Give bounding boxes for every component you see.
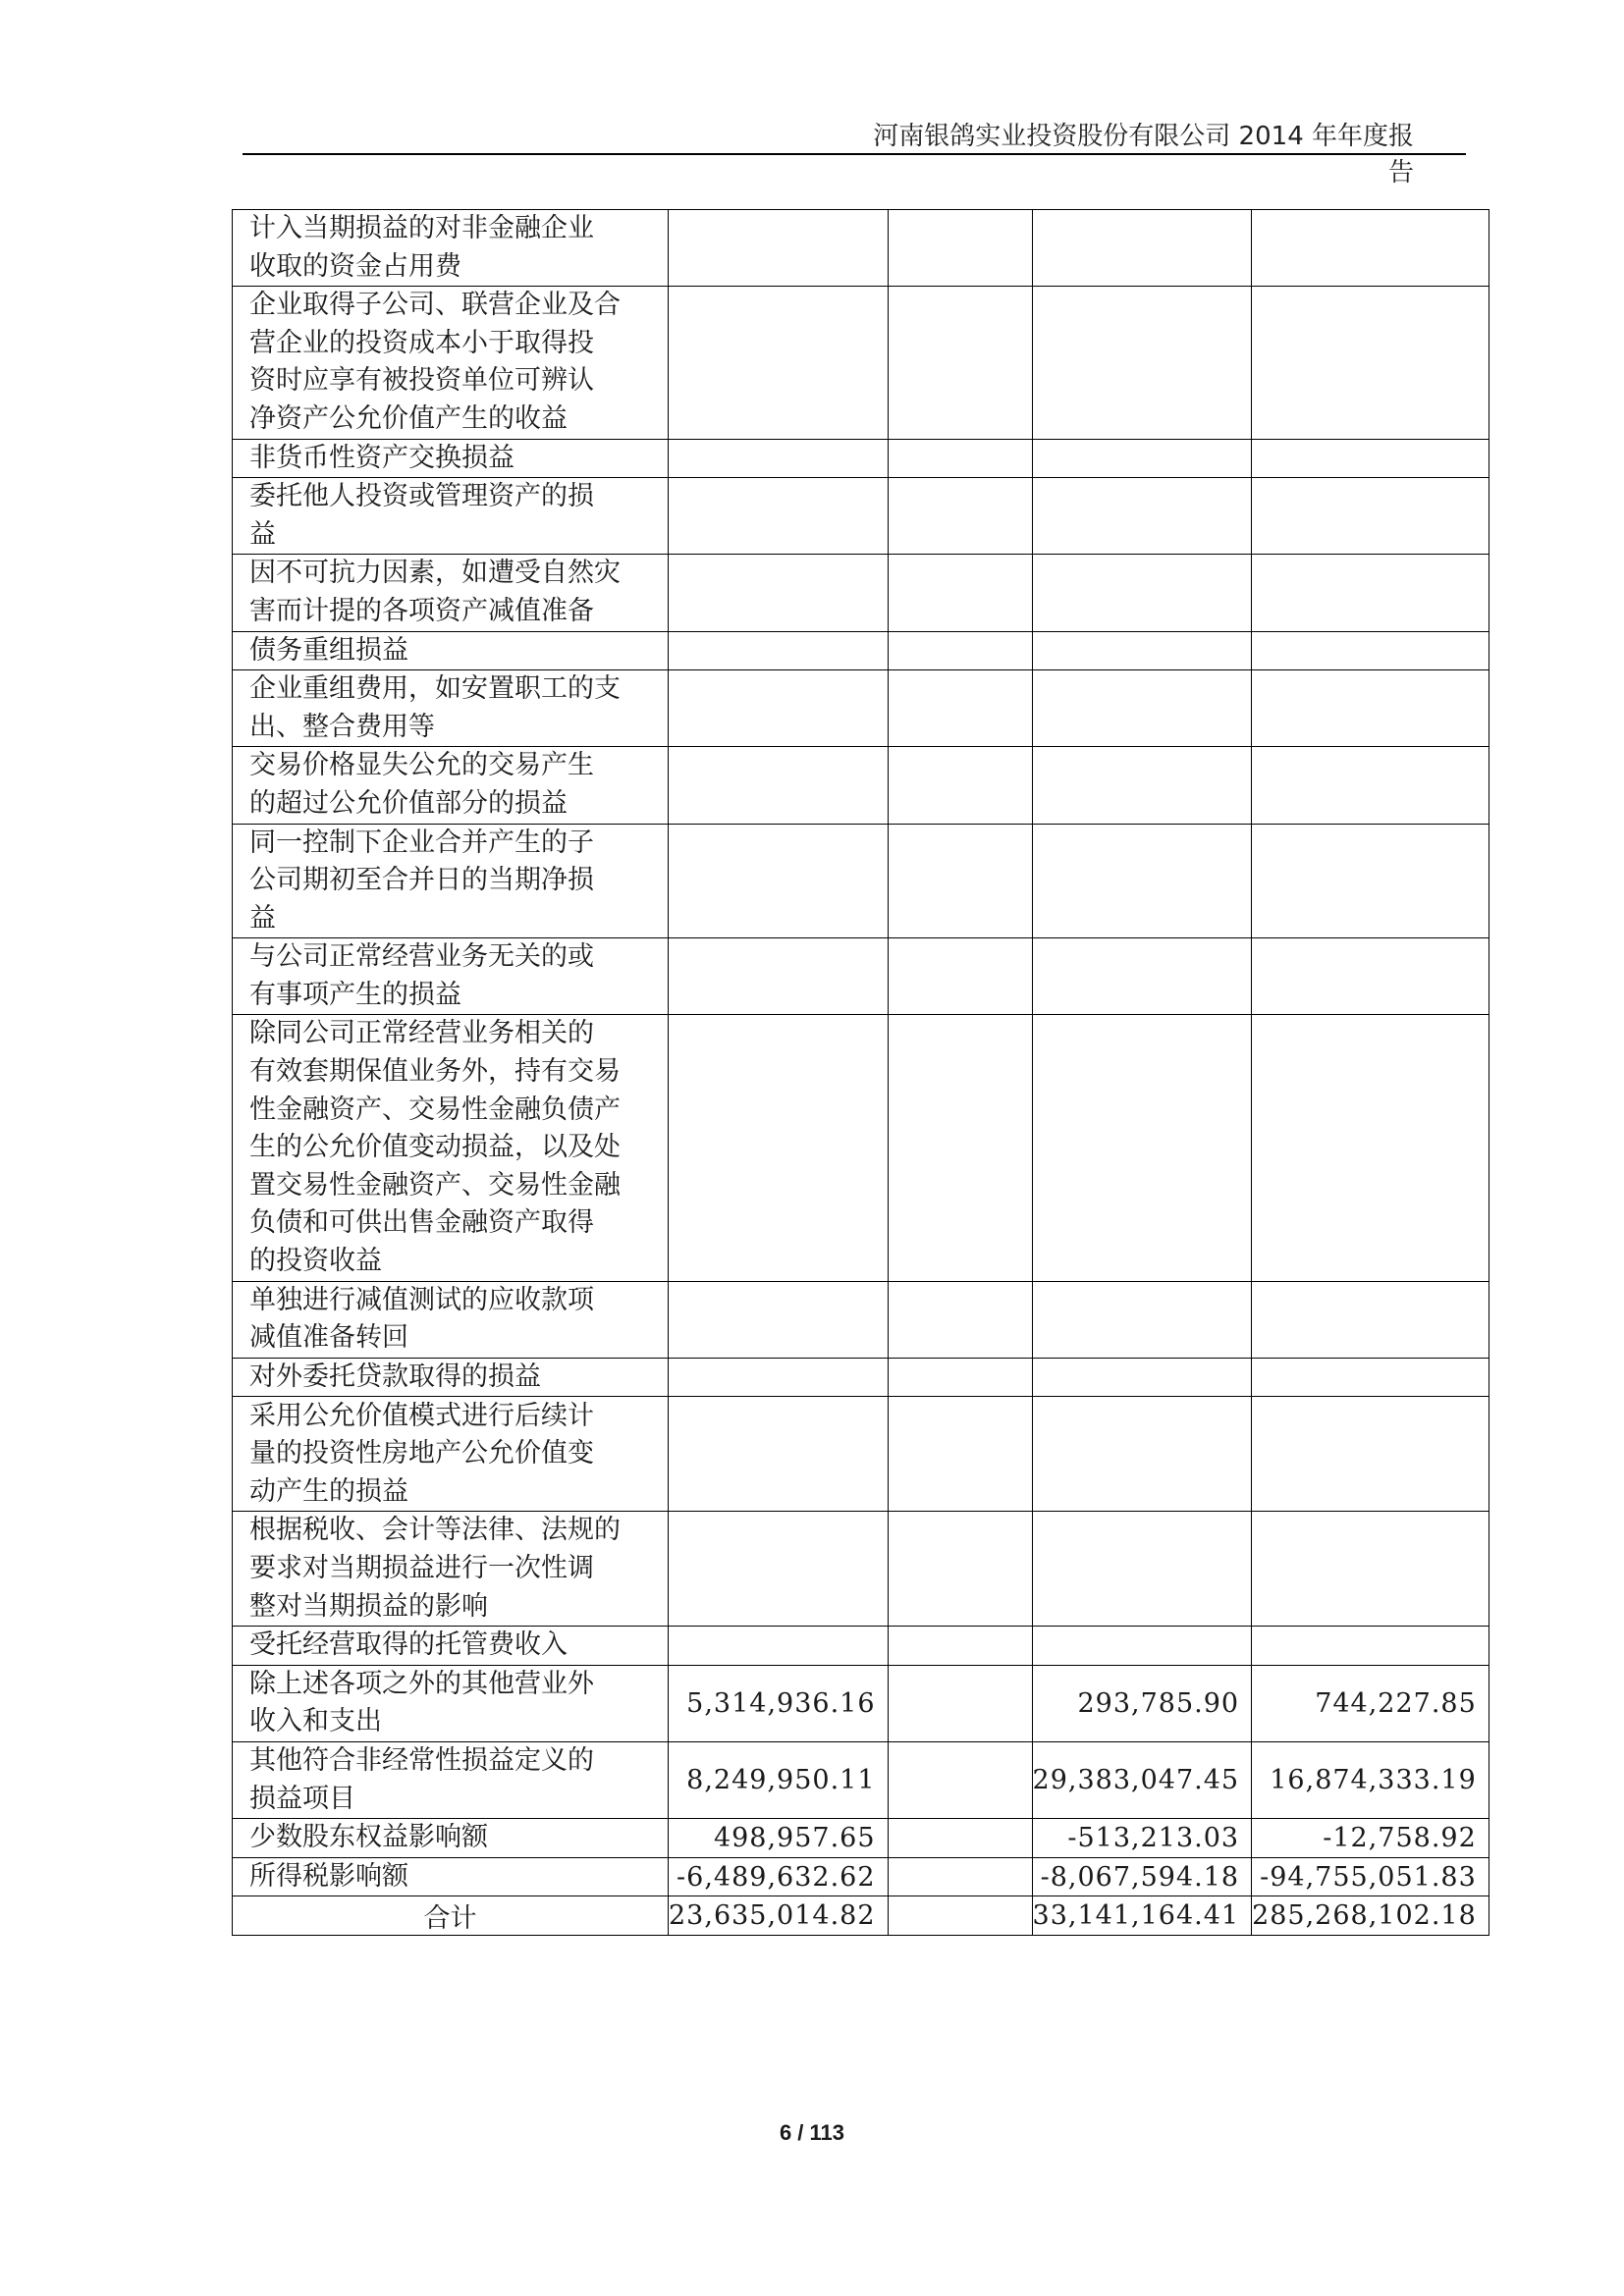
- row-label: [233, 631, 669, 670]
- row-label: [233, 287, 669, 439]
- amount-cell: [669, 1358, 889, 1397]
- amount-cell: [1252, 1512, 1489, 1627]
- amount-cell: -12,758.92: [1252, 1819, 1489, 1858]
- amount-cell: [888, 1819, 1032, 1858]
- row-label-line: 减值准备转回: [249, 1322, 408, 1354]
- table-row: [233, 747, 1489, 824]
- amount-cell: [1252, 439, 1489, 478]
- amount-cell: [669, 210, 889, 287]
- amount-cell: 29,383,047.45: [1032, 1741, 1252, 1818]
- amount-cell: [669, 439, 889, 478]
- total-amount-cell: 33,141,164.41: [1032, 1896, 1252, 1936]
- row-label-line: 有效套期保值业务外，持有交易: [249, 1056, 621, 1088]
- amount-cell: [888, 1741, 1032, 1818]
- row-label: [233, 1512, 669, 1627]
- table-row: [233, 555, 1489, 631]
- row-label-line: 根据税收、会计等法律、法规的: [249, 1515, 621, 1546]
- amount-cell: [1252, 478, 1489, 555]
- row-label-line: 净资产公允价值产生的收益: [249, 402, 568, 434]
- row-label-line: 量的投资性房地产公允价值变: [249, 1438, 594, 1469]
- amount-cell: [888, 631, 1032, 670]
- amount-cell: [669, 1015, 889, 1281]
- row-label: [233, 439, 669, 478]
- amount-cell: [888, 287, 1032, 439]
- row-label-line: 资时应享有被投资单位可辨认: [249, 365, 594, 397]
- row-label-line: 交易价格显失公允的交易产生: [249, 750, 594, 781]
- row-label-line: 企业取得子公司、联营企业及合: [249, 290, 621, 321]
- row-label-line: 少数股东权益影响额: [249, 1822, 488, 1853]
- row-label: [233, 1397, 669, 1512]
- table-row: [233, 1015, 1489, 1281]
- row-label: [233, 555, 669, 631]
- amount-cell: [1252, 555, 1489, 631]
- row-label-line: 受托经营取得的托管费收入: [249, 1629, 568, 1661]
- table-row: [233, 287, 1489, 439]
- amount-cell: [1252, 938, 1489, 1015]
- total-amount-cell: [888, 1896, 1032, 1936]
- amount-cell: [1032, 1397, 1252, 1512]
- row-label-line: 负债和可供出售金融资产取得: [249, 1207, 594, 1239]
- page-number: 6 / 113: [779, 2120, 845, 2145]
- amount-cell: [1252, 1627, 1489, 1666]
- row-label: [233, 1281, 669, 1358]
- amount-cell: [1032, 670, 1252, 747]
- row-label: [233, 1741, 669, 1818]
- amount-cell: [888, 1627, 1032, 1666]
- table-row: [233, 478, 1489, 555]
- amount-cell: [669, 1627, 889, 1666]
- table-row: [233, 938, 1489, 1015]
- amount-cell: [1252, 1015, 1489, 1281]
- amount-cell: [1032, 555, 1252, 631]
- row-label-line: 损益项目: [249, 1783, 355, 1814]
- row-label-line: 害而计提的各项资产减值准备: [249, 595, 594, 626]
- row-label-line: 收取的资金占用费: [249, 250, 461, 282]
- row-label: [233, 1857, 669, 1896]
- amount-cell: 5,314,936.16: [669, 1665, 889, 1741]
- row-label: [233, 1627, 669, 1666]
- row-label-line: 因不可抗力因素，如遭受自然灾: [249, 558, 621, 589]
- amount-cell: [669, 670, 889, 747]
- amount-cell: [1032, 1512, 1252, 1627]
- total-amount-cell: 23,635,014.82: [669, 1896, 889, 1936]
- row-label: [233, 747, 669, 824]
- amount-cell: [1032, 1281, 1252, 1358]
- amount-cell: [669, 555, 889, 631]
- amount-cell: [669, 1397, 889, 1512]
- amount-cell: [888, 670, 1032, 747]
- amount-cell: -8,067,594.18: [1032, 1857, 1252, 1896]
- amount-cell: 498,957.65: [669, 1819, 889, 1858]
- row-label: [233, 210, 669, 287]
- table-row: [233, 1512, 1489, 1627]
- amount-cell: [1032, 747, 1252, 824]
- amount-cell: [888, 1857, 1032, 1896]
- amount-cell: [1252, 747, 1489, 824]
- table-row: [233, 631, 1489, 670]
- row-label-line: 有事项产生的损益: [249, 979, 461, 1010]
- table-body: [233, 210, 1489, 1936]
- non-recurring-items-table: [232, 209, 1489, 1936]
- amount-cell: [888, 1665, 1032, 1741]
- amount-cell: [1252, 631, 1489, 670]
- amount-cell: -94,755,051.83: [1252, 1857, 1489, 1896]
- amount-cell: [888, 1015, 1032, 1281]
- amount-cell: [1032, 210, 1252, 287]
- amount-cell: -6,489,632.62: [669, 1857, 889, 1896]
- total-amount-cell: 285,268,102.18: [1252, 1896, 1489, 1936]
- amount-cell: [669, 631, 889, 670]
- row-label-line: 对外委托贷款取得的损益: [249, 1361, 541, 1392]
- amount-cell: 16,874,333.19: [1252, 1741, 1489, 1818]
- row-label: [233, 938, 669, 1015]
- amount-cell: [888, 938, 1032, 1015]
- table-row: [233, 1627, 1489, 1666]
- amount-cell: 8,249,950.11: [669, 1741, 889, 1818]
- row-label-line: 的超过公允价值部分的损益: [249, 787, 568, 819]
- table-row: [233, 1665, 1489, 1741]
- amount-cell: [1032, 439, 1252, 478]
- amount-cell: [888, 555, 1032, 631]
- row-label-line: 除上述各项之外的其他营业外: [249, 1668, 594, 1699]
- row-label-line: 公司期初至合并日的当期净损: [249, 865, 594, 896]
- amount-cell: [1032, 287, 1252, 439]
- amount-cell: [888, 439, 1032, 478]
- row-label: [233, 670, 669, 747]
- row-label-line: 所得税影响额: [249, 1860, 408, 1892]
- row-label-line: 与公司正常经营业务无关的或: [249, 941, 594, 973]
- header-divider: [243, 153, 1466, 155]
- amount-cell: [669, 1512, 889, 1627]
- table-row: [233, 1819, 1489, 1858]
- row-label: [233, 1819, 669, 1858]
- total-row: [233, 1896, 1489, 1936]
- row-label-line: 益: [249, 902, 276, 934]
- row-label: [233, 1358, 669, 1397]
- table-row: [233, 670, 1489, 747]
- amount-cell: [1032, 938, 1252, 1015]
- table-row: [233, 1741, 1489, 1818]
- row-label-line: 企业重组费用，如安置职工的支: [249, 673, 621, 705]
- row-label-line: 收入和支出: [249, 1706, 382, 1737]
- row-label-line: 债务重组损益: [249, 634, 408, 666]
- row-label-line: 非货币性资产交换损益: [249, 442, 514, 473]
- row-label-line: 益: [249, 518, 276, 550]
- row-label-line: 除同公司正常经营业务相关的: [249, 1018, 594, 1049]
- amount-cell: [1252, 287, 1489, 439]
- table-row: [233, 439, 1489, 478]
- amount-cell: [1032, 824, 1252, 938]
- table-row: [233, 1397, 1489, 1512]
- row-label: [233, 1665, 669, 1741]
- table-row: [233, 210, 1489, 287]
- amount-cell: [669, 287, 889, 439]
- amount-cell: [888, 1397, 1032, 1512]
- row-label-line: 性金融资产、交易性金融负债产: [249, 1094, 621, 1125]
- row-label-line: 的投资收益: [249, 1246, 382, 1277]
- amount-cell: [888, 1281, 1032, 1358]
- amount-cell: [1032, 478, 1252, 555]
- amount-cell: 293,785.90: [1032, 1665, 1252, 1741]
- amount-cell: [888, 478, 1032, 555]
- amount-cell: 744,227.85: [1252, 1665, 1489, 1741]
- row-label-line: 营企业的投资成本小于取得投: [249, 327, 594, 358]
- amount-cell: [669, 824, 889, 938]
- amount-cell: [1252, 1358, 1489, 1397]
- row-label-line: 计入当期损益的对非金融企业: [249, 213, 594, 243]
- amount-cell: -513,213.03: [1032, 1819, 1252, 1858]
- row-label-line: 其他符合非经常性损益定义的: [249, 1744, 594, 1776]
- row-label: [233, 1015, 669, 1281]
- amount-cell: [1032, 1015, 1252, 1281]
- row-label: [233, 478, 669, 555]
- row-label-line: 置交易性金融资产、交易性金融: [249, 1169, 621, 1201]
- row-label-line: 出、整合费用等: [249, 711, 435, 742]
- amount-cell: [669, 478, 889, 555]
- table-row: [233, 1281, 1489, 1358]
- row-label-line: 同一控制下企业合并产生的子: [249, 827, 594, 858]
- row-label-line: 动产生的损益: [249, 1475, 408, 1507]
- amount-cell: [888, 210, 1032, 287]
- amount-cell: [1252, 1397, 1489, 1512]
- amount-cell: [888, 1512, 1032, 1627]
- amount-cell: [1252, 670, 1489, 747]
- row-label-line: 单独进行减值测试的应收款项: [249, 1284, 594, 1315]
- amount-cell: [1032, 1627, 1252, 1666]
- amount-cell: [1252, 210, 1489, 287]
- amount-cell: [888, 747, 1032, 824]
- table-row: [233, 1857, 1489, 1896]
- row-label-line: 整对当期损益的影响: [249, 1590, 488, 1622]
- amount-cell: [1252, 1281, 1489, 1358]
- row-label-line: 采用公允价值模式进行后续计: [249, 1400, 594, 1431]
- total-label: 合计: [233, 1896, 669, 1936]
- amount-cell: [669, 747, 889, 824]
- table-row: [233, 824, 1489, 938]
- row-label-line: 要求对当期损益进行一次性调: [249, 1553, 594, 1583]
- table-row: [233, 1358, 1489, 1397]
- amount-cell: [1032, 1358, 1252, 1397]
- report-header-title: 河南银鸽实业投资股份有限公司 2014 年年度报告: [873, 122, 1414, 187]
- amount-cell: [888, 824, 1032, 938]
- amount-cell: [1032, 631, 1252, 670]
- amount-cell: [669, 1281, 889, 1358]
- row-label-line: 委托他人投资或管理资产的损: [249, 481, 594, 512]
- amount-cell: [1252, 824, 1489, 938]
- amount-cell: [669, 938, 889, 1015]
- row-label-line: 生的公允价值变动损益，以及处: [249, 1132, 621, 1163]
- amount-cell: [888, 1358, 1032, 1397]
- row-label: [233, 824, 669, 938]
